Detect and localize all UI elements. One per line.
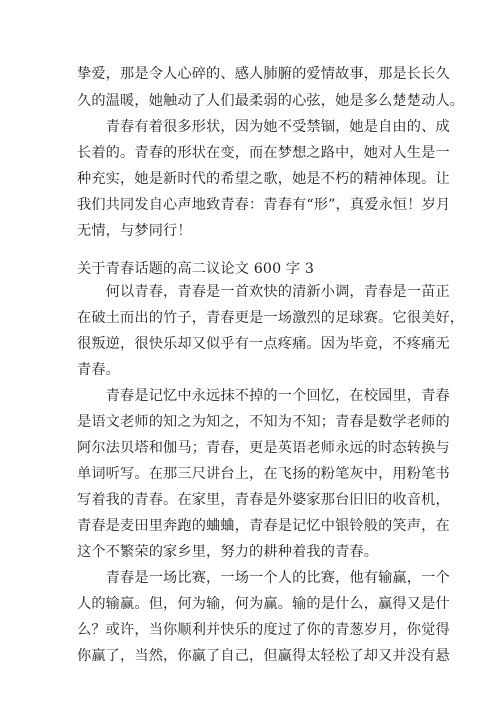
text-line: 青春是记忆中永远抹不掉的一个回忆，在校园里，青春: [77, 388, 450, 404]
text-line: 长着的。青春的形状在变，而在梦想之路中，她对人生是一: [77, 145, 450, 161]
text-line: 是语文老师的知之为知之，不知为不知；青春是数学老师的: [77, 414, 450, 430]
text-line: 很叛逆，很快乐却又似乎有一点疼痛。因为毕竟，不疼痛无: [77, 336, 450, 352]
text-line: 何以青春，青春是一首欢快的清新小调，青春是一苗正: [77, 284, 450, 300]
text-line: 青春是一场比赛，一场一个人的比赛，他有输赢，一个: [77, 570, 450, 586]
text-line: 单词听写。在那三尺讲台上，在飞扬的粉笔灰中，用粉笔书: [77, 466, 450, 482]
text-line: 你赢了，当然，你赢了自己，但赢得太轻松了却又并没有悬: [77, 648, 450, 664]
text-line: 人的输赢。但，何为输，何为赢。输的是什么，赢得又是什: [77, 596, 450, 612]
text-line: 青春。: [77, 362, 121, 378]
text-line: 么？或许，当你顺利并快乐的度过了你的青葱岁月，你觉得: [77, 622, 450, 638]
section-heading: 关于青春话题的高二议论文 600 字 3: [77, 261, 315, 277]
text-line: 阿尔法贝塔和伽马；青春，更是英语老师永远的时态转换与: [77, 440, 450, 456]
text-line: 在破土而出的竹子，青春更是一场激烈的足球赛。它很美好，: [77, 310, 465, 326]
text-line: 写着我的青春。在家里，青春是外婆家那台旧旧的收音机，: [77, 492, 450, 508]
text-line: 无情，与梦同行！: [77, 223, 192, 239]
text-line: 青春有着很多形状，因为她不受禁锢，她是自由的、成: [77, 119, 450, 135]
text-line: 青春是麦田里奔跑的蛐蛐，青春是记忆中银铃般的笑声，在: [77, 518, 450, 534]
text-line: 这个不繁荣的家乡里，努力的耕种着我的青春。: [77, 544, 379, 560]
text-line: 我们共同发自心声地致青春：青春有“形”，真爱永恒！岁月: [77, 197, 451, 213]
text-line: 种充实，她是新时代的希望之歌，她是不朽的精神体现。让: [77, 171, 450, 187]
text-line: 久的温暖，她触动了人们最柔弱的心弦，她是多么楚楚动人。: [77, 93, 465, 109]
text-line: 挚爱，那是令人心碎的、感人肺腑的爱情故事，那是长长久: [77, 66, 450, 82]
